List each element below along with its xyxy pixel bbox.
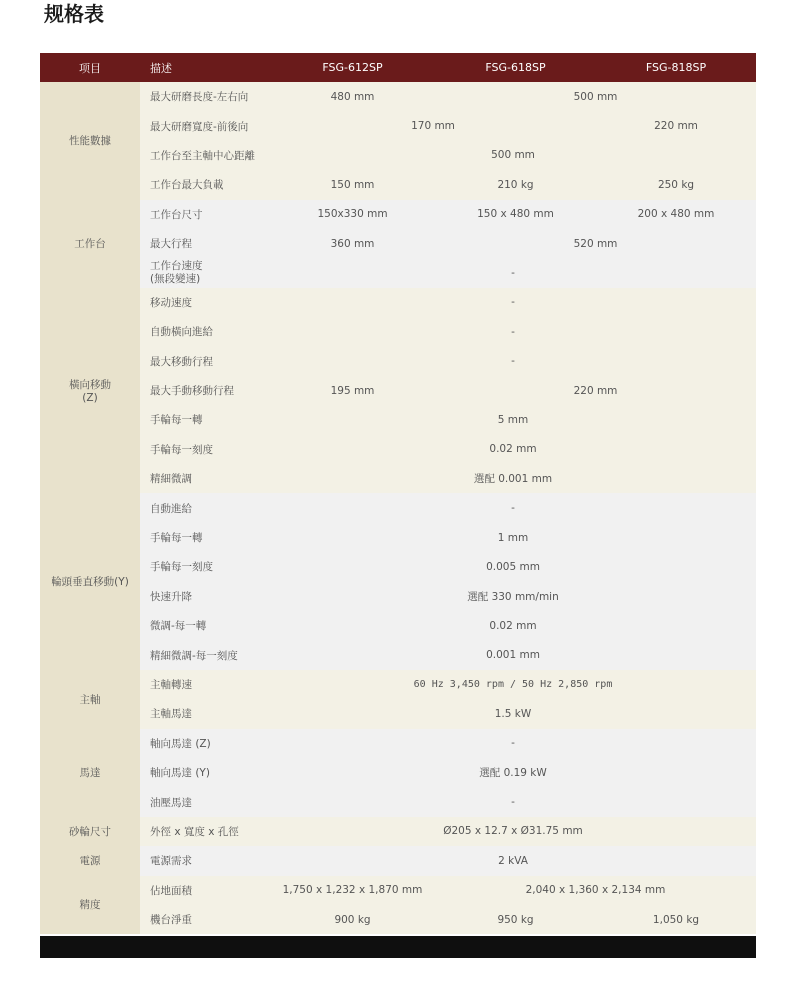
row-value: 210 kg: [435, 170, 596, 199]
table-row: [40, 552, 756, 581]
table-row: [40, 258, 756, 287]
row-value: -: [270, 493, 756, 522]
row-value: 150 mm: [270, 170, 435, 199]
row-value: 170 mm: [270, 111, 596, 140]
row-value: 1 mm: [270, 523, 756, 552]
table-row: [40, 758, 756, 787]
row-value: 950 kg: [435, 905, 596, 934]
group-motor: 馬達: [40, 729, 140, 817]
header-model-612: FSG-612SP: [270, 53, 435, 82]
row-desc: 最大研磨長度-左右向: [140, 82, 270, 111]
row-value: 1,750 x 1,232 x 1,870 mm: [270, 876, 435, 905]
row-value: 500 mm: [435, 82, 756, 111]
group-spindle: 主軸: [40, 670, 140, 729]
row-value: -: [270, 729, 756, 758]
group-table: 工作台: [40, 200, 140, 288]
row-value: 480 mm: [270, 82, 435, 111]
row-desc: 最大手動移動行程: [140, 376, 270, 405]
group-axis: (Z): [82, 392, 98, 405]
row-value: 選配 0.001 mm: [270, 464, 756, 493]
row-desc: 外徑 x 寬度 x 孔徑: [140, 817, 270, 846]
footer-bar: [40, 936, 756, 958]
row-value: 1,050 kg: [596, 905, 756, 934]
table-row: [40, 846, 756, 875]
row-desc: 軸向馬達 (Z): [140, 729, 270, 758]
table-row: [40, 405, 756, 434]
row-desc: 主軸馬達: [140, 699, 270, 728]
table-row: [40, 347, 756, 376]
table-row: [40, 111, 756, 140]
row-value: 250 kg: [596, 170, 756, 199]
row-desc: [140, 258, 270, 287]
table-row: [40, 376, 756, 405]
header-row: [40, 53, 756, 82]
row-value: 0.02 mm: [270, 435, 756, 464]
row-value: 選配 330 mm/min: [270, 582, 756, 611]
table-row: [40, 729, 756, 758]
row-value: 0.001 mm: [270, 640, 756, 669]
group-label: 橫向移動: [69, 379, 111, 392]
table-row: [40, 229, 756, 258]
group-performance: 性能數據: [40, 82, 140, 200]
row-desc: 工作台至主軸中心距離: [140, 141, 270, 170]
row-value: Ø205 x 12.7 x Ø31.75 mm: [270, 817, 756, 846]
table-row: [40, 699, 756, 728]
group-wheel-size: 砂輪尺寸: [40, 817, 140, 846]
row-value: 220 mm: [596, 111, 756, 140]
row-value: 360 mm: [270, 229, 435, 258]
row-value: 150 x 480 mm: [435, 200, 596, 229]
row-desc: 主軸轉速: [140, 670, 270, 699]
row-value: 1.5 kW: [270, 699, 756, 728]
row-desc: 快速升降: [140, 582, 270, 611]
row-value: 0.02 mm: [270, 611, 756, 640]
table-row: [40, 611, 756, 640]
table-row: [40, 435, 756, 464]
row-desc: 精細微調-每一刻度: [140, 640, 270, 669]
row-value: 2 kVA: [270, 846, 756, 875]
header-model-818: FSG-818SP: [596, 53, 756, 82]
row-value: 220 mm: [435, 376, 756, 405]
table-row: [40, 876, 756, 905]
row-value: 選配 0.19 kW: [270, 758, 756, 787]
row-value: 195 mm: [270, 376, 435, 405]
row-desc: 自動橫向進給: [140, 317, 270, 346]
row-desc: 手輪每一刻度: [140, 552, 270, 581]
row-desc: 手輪每一轉: [140, 405, 270, 434]
row-value: -: [270, 258, 756, 287]
table-row: [40, 317, 756, 346]
table-row: [40, 905, 756, 934]
table-row: [40, 288, 756, 317]
table-row: [40, 464, 756, 493]
table-row: [40, 200, 756, 229]
page-title: 规格表: [44, 2, 104, 26]
table-row: [40, 170, 756, 199]
row-value: 150x330 mm: [270, 200, 435, 229]
row-desc: 移动速度: [140, 288, 270, 317]
row-desc: 軸向馬達 (Y): [140, 758, 270, 787]
row-desc-line: (無段變速): [150, 273, 201, 286]
row-desc: 手輪每一刻度: [140, 435, 270, 464]
row-desc: 最大行程: [140, 229, 270, 258]
row-desc: 電源需求: [140, 846, 270, 875]
header-item: 项目: [40, 53, 140, 82]
row-desc-line: 工作台速度: [150, 260, 203, 273]
table-row: [40, 817, 756, 846]
row-value: -: [270, 317, 756, 346]
row-value: 500 mm: [270, 141, 756, 170]
table-row: [40, 582, 756, 611]
row-desc: 工作台尺寸: [140, 200, 270, 229]
table-row: [40, 141, 756, 170]
row-desc: 佔地面積: [140, 876, 270, 905]
table-row: [40, 493, 756, 522]
row-value: -: [270, 787, 756, 816]
row-value: 520 mm: [435, 229, 756, 258]
row-desc: 自動進給: [140, 493, 270, 522]
row-desc: 油壓馬達: [140, 787, 270, 816]
header-description: 描述: [140, 53, 270, 82]
row-desc: 手輪每一轉: [140, 523, 270, 552]
table-row: [40, 523, 756, 552]
table-row: [40, 640, 756, 669]
row-desc: 微調-每一轉: [140, 611, 270, 640]
row-value: 200 x 480 mm: [596, 200, 756, 229]
row-value: 900 kg: [270, 905, 435, 934]
group-power: 電源: [40, 846, 140, 875]
group-cross-movement: [40, 288, 140, 494]
table-row: [40, 670, 756, 699]
row-desc: 精細微調: [140, 464, 270, 493]
spec-table: [40, 53, 756, 934]
row-value: 0.005 mm: [270, 552, 756, 581]
row-value: 5 mm: [270, 405, 756, 434]
row-desc: 最大移動行程: [140, 347, 270, 376]
row-desc: 最大研磨寬度-前後向: [140, 111, 270, 140]
header-model-618: FSG-618SP: [435, 53, 596, 82]
table-row: [40, 82, 756, 111]
group-wheelhead-vertical: 輪頭垂直移動(Y): [40, 493, 140, 669]
row-value: -: [270, 288, 756, 317]
table-row: [40, 787, 756, 816]
row-desc: 機台淨重: [140, 905, 270, 934]
row-value: 60 Hz 3,450 rpm / 50 Hz 2,850 rpm: [270, 670, 756, 699]
row-value: 2,040 x 1,360 x 2,134 mm: [435, 876, 756, 905]
table-header: [40, 53, 756, 82]
row-desc: 工作台最大負載: [140, 170, 270, 199]
row-value: -: [270, 347, 756, 376]
group-precision: 精度: [40, 876, 140, 935]
